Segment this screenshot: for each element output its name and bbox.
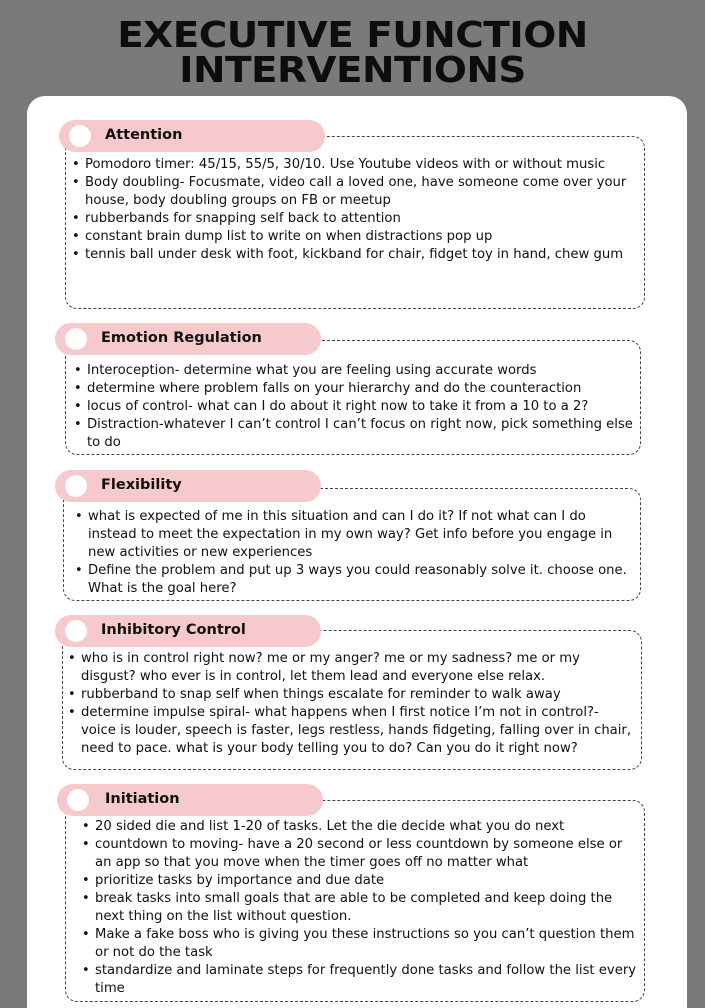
bullet-circle-icon	[65, 328, 87, 350]
list-item: • determine impulse spiral- what happens when I first notice I’m not in control?- voice is louder, speech is faster, legs restless, hands fidgeting, falling over in chair, need to pace. what is your body telling you to do? Can you do it right now?	[67, 704, 637, 758]
title-line-2: INTERVENTIONS	[179, 50, 526, 91]
attention-header	[59, 120, 325, 152]
inhibitory-control-header	[55, 615, 321, 647]
list-item: • rubberband to snap self when things escalate for reminder to walk away	[67, 686, 637, 704]
bullet-circle-icon	[65, 620, 87, 642]
bullet-circle-icon	[69, 125, 91, 147]
bullet-circle-icon	[67, 789, 89, 811]
emotion-regulation-heading: Emotion Regulation	[101, 330, 262, 346]
list-item: • standardize and laminate steps for frequently done tasks and follow the list every time	[81, 962, 641, 998]
list-item: • Define the problem and put up 3 ways you could reasonably solve it. choose one. What is the goal here?	[74, 562, 634, 598]
title-line-1: EXECUTIVE FUNCTION	[117, 15, 588, 56]
inhibitory-control-heading: Inhibitory Control	[101, 622, 246, 638]
initiation-list	[81, 818, 641, 998]
emotion-regulation-header	[55, 323, 321, 355]
attention-heading: Attention	[105, 127, 183, 143]
list-item: • Interoception- determine what you are feeling using accurate words	[73, 362, 633, 380]
list-item: • tennis ball under desk with foot, kickband for chair, fidget toy in hand, chew gum	[71, 246, 636, 264]
list-item: • determine where problem falls on your hierarchy and do the counteraction	[73, 380, 633, 398]
attention-list	[71, 156, 636, 264]
list-item: • 20 sided die and list 1-20 of tasks. Let the die decide what you do next	[81, 818, 641, 836]
flexibility-header	[55, 470, 321, 502]
list-item: • what is expected of me in this situation and can I do it? If not what can I do instead to meet the expectation in my own way? Get info before you engage in new activities or new experiences	[74, 508, 634, 562]
initiation-header	[57, 784, 323, 816]
emotion-regulation-list	[73, 362, 633, 452]
list-item: • prioritize tasks by importance and due date	[81, 872, 641, 890]
list-item: • rubberbands for snapping self back to attention	[71, 210, 636, 228]
list-item: • constant brain dump list to write on when distractions pop up	[71, 228, 636, 246]
page-title	[0, 15, 705, 91]
list-item: • Make a fake boss who is giving you these instructions so you can’t question them or not do the task	[81, 926, 641, 962]
flexibility-heading: Flexibility	[101, 477, 182, 493]
inhibitory-control-list	[67, 650, 637, 758]
list-item: • locus of control- what can I do about it right now to take it from a 10 to a 2?	[73, 398, 633, 416]
flexibility-list	[74, 508, 634, 598]
initiation-heading: Initiation	[105, 791, 180, 807]
list-item: • Distraction-whatever I can’t control I can’t focus on right now, pick something else to do	[73, 416, 633, 452]
list-item: • countdown to moving- have a 20 second or less countdown by someone else or an app so that you move when the timer goes off no matter what	[81, 836, 641, 872]
list-item: • who is in control right now? me or my anger? me or my sadness? me or my disgust? who ever is in control, let them lead and everyone else relax.	[67, 650, 637, 686]
list-item: • Body doubling- Focusmate, video call a loved one, have someone come over your house, body doubling groups on FB or meetup	[71, 174, 636, 210]
bullet-circle-icon	[65, 475, 87, 497]
content-card	[27, 96, 687, 1008]
list-item: • break tasks into small goals that are able to be completed and keep doing the next thing on the list without question.	[81, 890, 641, 926]
list-item: • Pomodoro timer: 45/15, 55/5, 30/10. Use Youtube videos with or without music	[71, 156, 636, 174]
